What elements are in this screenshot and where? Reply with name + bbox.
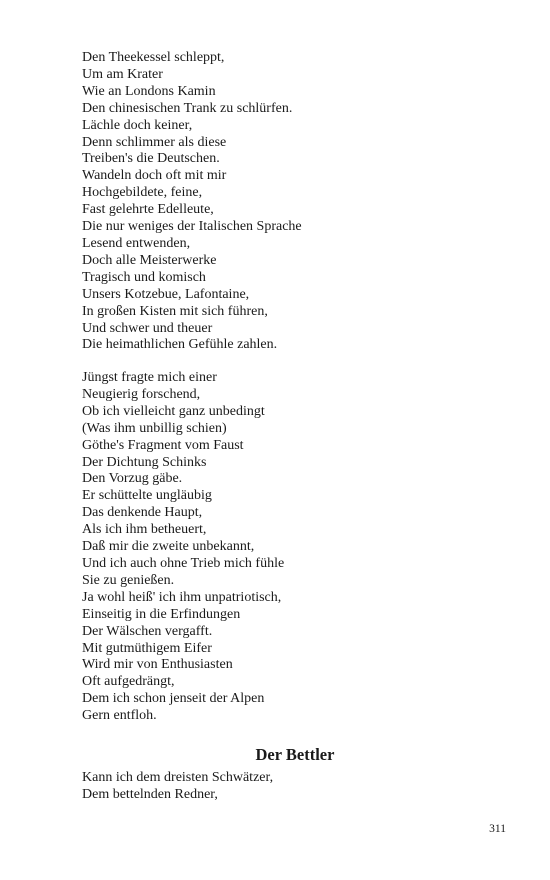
verse-line: Und ich auch ohne Trieb mich fühle: [82, 555, 285, 571]
verse-line: (Was ihm unbillig schien): [82, 420, 227, 436]
verse-line: Das denkende Haupt,: [82, 505, 203, 521]
verse-line: In großen Kisten mit sich führen,: [82, 303, 268, 319]
verse-line: Die nur weniges der Italischen Sprache: [82, 219, 302, 235]
verse-line: Doch alle Meisterwerke: [82, 252, 217, 268]
verse-line: Die heimathlichen Gefühle zahlen.: [82, 337, 278, 353]
verse-line: Unsers Kotzebue, Lafontaine,: [82, 286, 250, 302]
verse-line: Und schwer und theuer: [82, 320, 213, 336]
verse-line: Sie zu genießen.: [82, 572, 175, 588]
stanza-1: [82, 50, 302, 354]
verse-line: Göthe's Fragment vom Faust: [82, 437, 244, 453]
verse-line: Wie an Londons Kamin: [82, 83, 216, 99]
stanza-2: [82, 370, 284, 725]
verse-line: Jüngst fragte mich einer: [82, 370, 217, 385]
verse-line: Hochgebildete, feine,: [82, 185, 203, 201]
verse-line: Gern entfloh.: [82, 708, 157, 724]
verse-line: Wandeln doch oft mit mir: [82, 168, 227, 184]
verse-line: Kann ich dem dreisten Schwätzer,: [82, 770, 274, 785]
verse-line: Ob ich vielleicht ganz unbedingt: [82, 403, 265, 419]
verse-line: Der Wälschen vergafft.: [82, 623, 213, 639]
verse-line: Einseitig in die Erfindungen: [82, 606, 241, 622]
verse-line: Den Vorzug gäbe.: [82, 471, 183, 487]
verse-line: Um am Krater: [82, 66, 163, 82]
verse-line: Als ich ihm betheuert,: [82, 522, 207, 538]
verse-line: Der Dichtung Schinks: [82, 454, 207, 470]
verse-line: Wird mir von Enthusiasten: [82, 657, 233, 673]
verse-line: Denn schlimmer als diese: [82, 134, 227, 150]
verse-line: Oft aufgedrängt,: [82, 674, 175, 690]
verse-line: Ja wohl heiß' ich ihm unpatriotisch,: [82, 589, 282, 605]
poem-title: Der Bettler: [255, 745, 335, 764]
stanza-3: [82, 770, 273, 804]
verse-line: Lächle doch keiner,: [82, 117, 193, 133]
verse-line: Treiben's die Deutschen.: [82, 151, 220, 167]
verse-line: Dem ich schon jenseit der Alpen: [82, 691, 265, 707]
verse-line: Lesend entwenden,: [82, 235, 191, 251]
verse-line: Den Theekessel schleppt,: [82, 50, 225, 65]
verse-line: Daß mir die zweite unbekannt,: [82, 539, 255, 555]
page-number: 311: [489, 823, 506, 835]
verse-line: Mit gutmüthigem Eifer: [82, 640, 212, 656]
verse-line: Den chinesischen Trank zu schlürfen.: [82, 100, 293, 116]
verse-line: Dem bettelnden Redner,: [82, 786, 218, 802]
verse-line: Fast gelehrte Edelleute,: [82, 202, 214, 218]
verse-line: Neugierig forschend,: [82, 386, 201, 402]
verse-line: Er schüttelte ungläubig: [82, 488, 212, 504]
verse-line: Tragisch und komisch: [82, 269, 206, 285]
